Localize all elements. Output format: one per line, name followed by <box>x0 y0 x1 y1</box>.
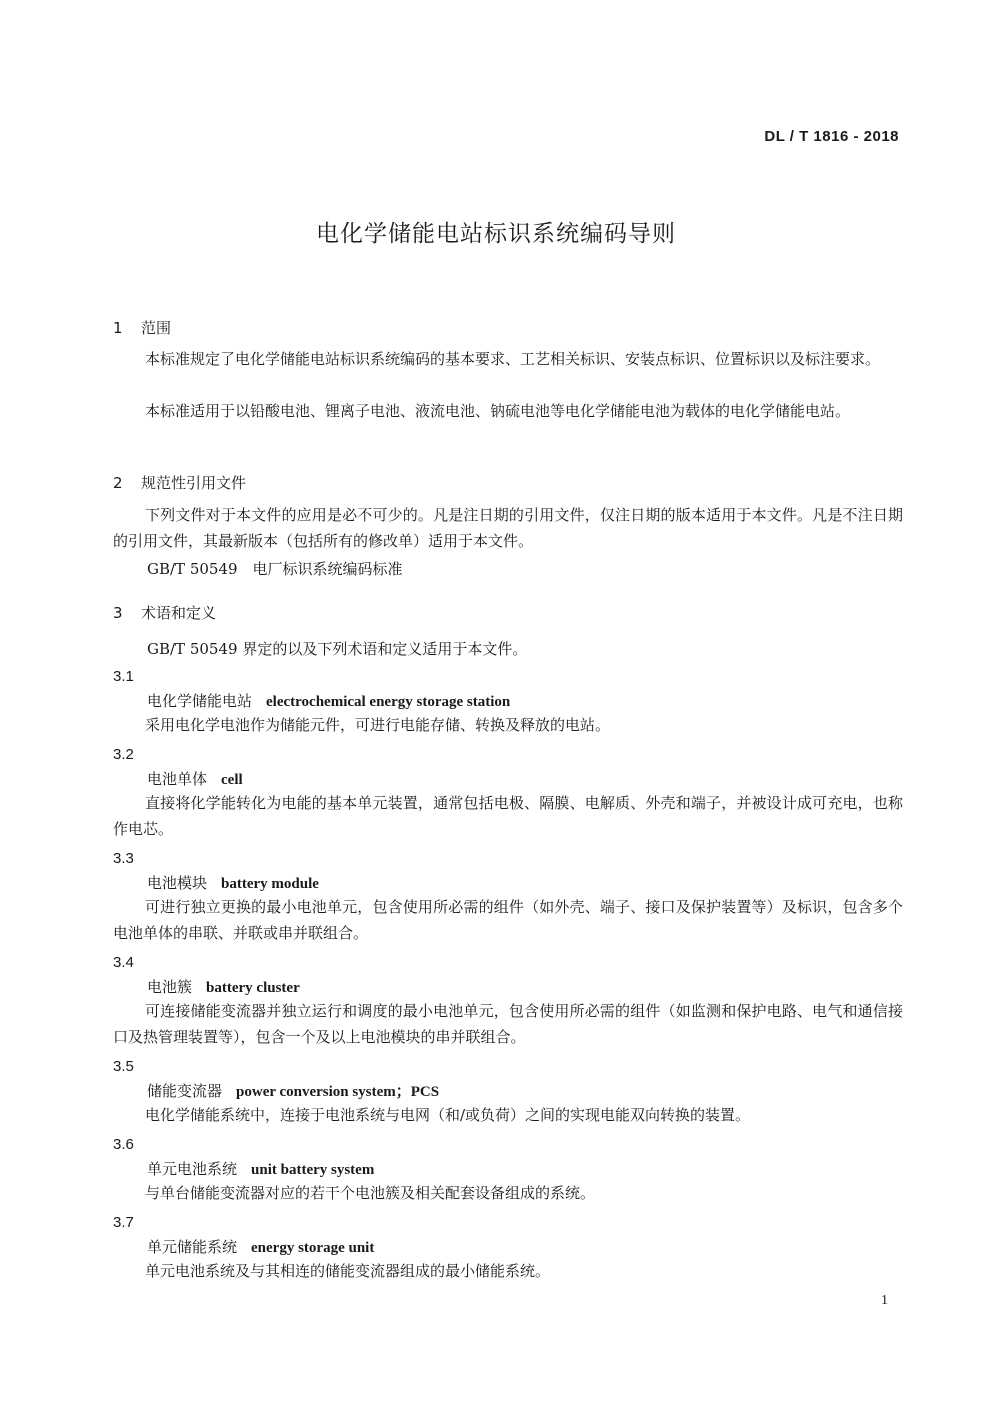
term-chinese: 单元储能系统 <box>147 1238 238 1256</box>
term-number: 3.6 <box>113 1136 134 1153</box>
section-title: 规范性引用文件 <box>141 474 247 492</box>
section-title: 范围 <box>141 319 172 337</box>
term-chinese: 电池模块 <box>147 874 208 892</box>
term-chinese: 电池簇 <box>147 978 193 996</box>
section-number: 3 <box>113 604 123 622</box>
term-definition: 采用电化学电池作为储能元件，可进行电能存储、转换及释放的电站。 <box>145 716 611 734</box>
term-heading <box>147 872 319 893</box>
term-english: power conversion system；PCS <box>236 1084 440 1100</box>
term-number: 3.2 <box>113 746 134 763</box>
section-1-paragraph-2: 本标准适用于以铅酸电池、锂离子电池、液流电池、钠硫电池等电化学储能电池为载体的电化学储能电站。 <box>145 402 851 420</box>
term-number: 3.1 <box>113 668 134 685</box>
section-1-paragraph-1: 本标准规定了电化学储能电站标识系统编码的基本要求、工艺相关标识、安装点标识、位置标识以及标注要求。 <box>145 350 881 368</box>
term-number: 3.7 <box>113 1214 134 1231</box>
term-english: electrochemical energy storage station <box>266 694 511 710</box>
section-title: 术语和定义 <box>141 604 217 622</box>
document-title: 电化学储能电站标识系统编码导则 <box>316 221 676 247</box>
term-number: 3.4 <box>113 954 134 971</box>
section-1-heading <box>113 317 171 338</box>
term-heading <box>147 976 300 997</box>
section-2-paragraph: 下列文件对于本文件的应用是必不可少的。凡是注日期的引用文件，仅注日期的版本适用于本文件。凡是不注日期的引用文件，其最新版本（包括所有的修改单）适用于本文件。 <box>113 506 903 550</box>
term-heading <box>147 1080 439 1101</box>
term-definition: 单元电池系统及与其相连的储能变流器组成的最小储能系统。 <box>145 1262 551 1280</box>
term-chinese: 电化学储能电站 <box>147 692 253 710</box>
term-definition: 直接将化学能转化为电能的基本单元装置，通常包括电极、隔膜、电解质、外壳和端子，并被设计成可充电，也称作电芯。 <box>113 794 903 838</box>
term-definition: 可连接储能变流器并独立运行和调度的最小电池单元，包含使用所必需的组件（如监测和保护电路、电气和通信接口及热管理装置等），包含一个及以上电池模块的串并联组合。 <box>113 1002 903 1046</box>
page-number: 1 <box>881 1293 888 1308</box>
term-english: battery module <box>221 876 319 892</box>
section-3-intro: GB/T 50549 界定的以及下列术语和定义适用于本文件。 <box>147 640 528 658</box>
term-heading <box>147 1158 374 1179</box>
term-definition: 电化学储能系统中，连接于电池系统与电网（和/或负荷）之间的实现电能双向转换的装置。 <box>145 1106 751 1124</box>
term-definition: 与单台储能变流器对应的若干个电池簇及相关配套设备组成的系统。 <box>145 1184 596 1202</box>
term-english: battery cluster <box>206 980 300 996</box>
term-heading <box>147 1236 374 1257</box>
term-english: unit battery system <box>251 1162 375 1178</box>
section-3-heading <box>113 602 216 623</box>
normative-reference: GB/T 50549 电厂标识系统编码标准 <box>147 560 403 578</box>
section-number: 2 <box>113 474 123 492</box>
term-heading <box>147 768 243 789</box>
term-chinese: 单元电池系统 <box>147 1160 238 1178</box>
section-number: 1 <box>113 319 123 337</box>
term-heading <box>147 690 510 711</box>
term-english: cell <box>221 772 243 788</box>
term-english: energy storage unit <box>251 1240 375 1256</box>
section-2-heading <box>113 472 246 493</box>
term-number: 3.5 <box>113 1058 134 1075</box>
standard-code: DL / T 1816 - 2018 <box>764 128 899 145</box>
term-number: 3.3 <box>113 850 134 867</box>
term-chinese: 电池单体 <box>147 770 208 788</box>
term-definition: 可进行独立更换的最小电池单元，包含使用所必需的组件（如外壳、端子、接口及保护装置等）及标识，包含多个电池单体的串联、并联或串并联组合。 <box>113 898 903 942</box>
term-chinese: 储能变流器 <box>147 1082 223 1100</box>
